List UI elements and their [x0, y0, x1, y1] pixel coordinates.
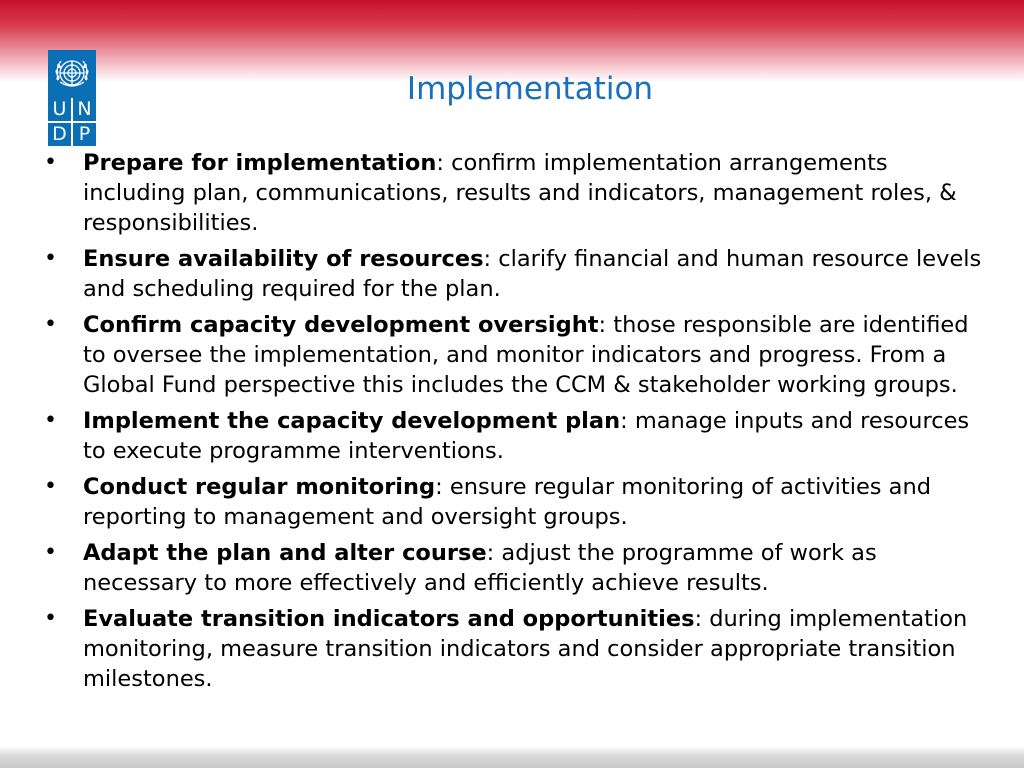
logo-letter: N [73, 98, 96, 121]
bullet-term: Prepare for implementation [83, 150, 437, 176]
bullet-icon: • [44, 312, 57, 337]
footer-band [0, 746, 1024, 768]
bullet-term: Conduct regular monitoring [83, 474, 436, 500]
bullet-item [44, 244, 989, 304]
bullet-icon: • [44, 408, 57, 433]
bullet-item [44, 472, 989, 532]
bullet-term: Evaluate transition indicators and opportunities [83, 606, 695, 632]
bullet-icon: • [44, 606, 57, 631]
bullet-icon: • [44, 150, 57, 175]
bullet-item [44, 538, 989, 598]
bullet-icon: • [44, 474, 57, 499]
bullet-list [44, 148, 989, 700]
logo-letter: P [73, 123, 96, 146]
bullet-term: Ensure availability of resources [83, 246, 484, 272]
bullet-text: : clarify financial and human resource levels and scheduling required for the plan. [83, 246, 982, 302]
bullet-term: Confirm capacity development oversight [83, 312, 599, 338]
bullet-text: : confirm implementation arrangements including plan, communications, results and indicators, management roles, & responsibilities. [83, 150, 957, 236]
undp-logo [48, 50, 96, 146]
bullet-text: : manage inputs and resources to execute programme interventions. [83, 408, 970, 464]
slide-title: Implementation [406, 71, 654, 107]
logo-letter: D [48, 123, 71, 146]
bullet-text: : those responsible are identified to oversee the implementation, and monitor indicators and progress. From a Global Fund perspective this includes the CCM & stakeholder working groups. [83, 312, 969, 398]
un-emblem-icon [50, 52, 94, 96]
bullet-item [44, 310, 989, 400]
bullet-term: Implement the capacity development plan [83, 408, 621, 434]
bullet-text: : adjust the programme of work as necessary to more effectively and efficiently achieve results. [83, 540, 877, 596]
logo-letter: U [48, 98, 71, 121]
bullet-text: : during implementation monitoring, measure transition indicators and consider appropriate transition milestones. [83, 606, 968, 692]
bullet-icon: • [44, 540, 57, 565]
bullet-icon: • [44, 246, 57, 271]
bullet-text: : ensure regular monitoring of activities and reporting to management and oversight groups. [83, 474, 932, 530]
header-band [0, 0, 1024, 82]
bullet-item [44, 148, 989, 238]
bullet-term: Adapt the plan and alter course [83, 540, 487, 566]
logo-letter-grid [48, 98, 96, 146]
bullet-item [44, 604, 989, 694]
bullet-item [44, 406, 989, 466]
